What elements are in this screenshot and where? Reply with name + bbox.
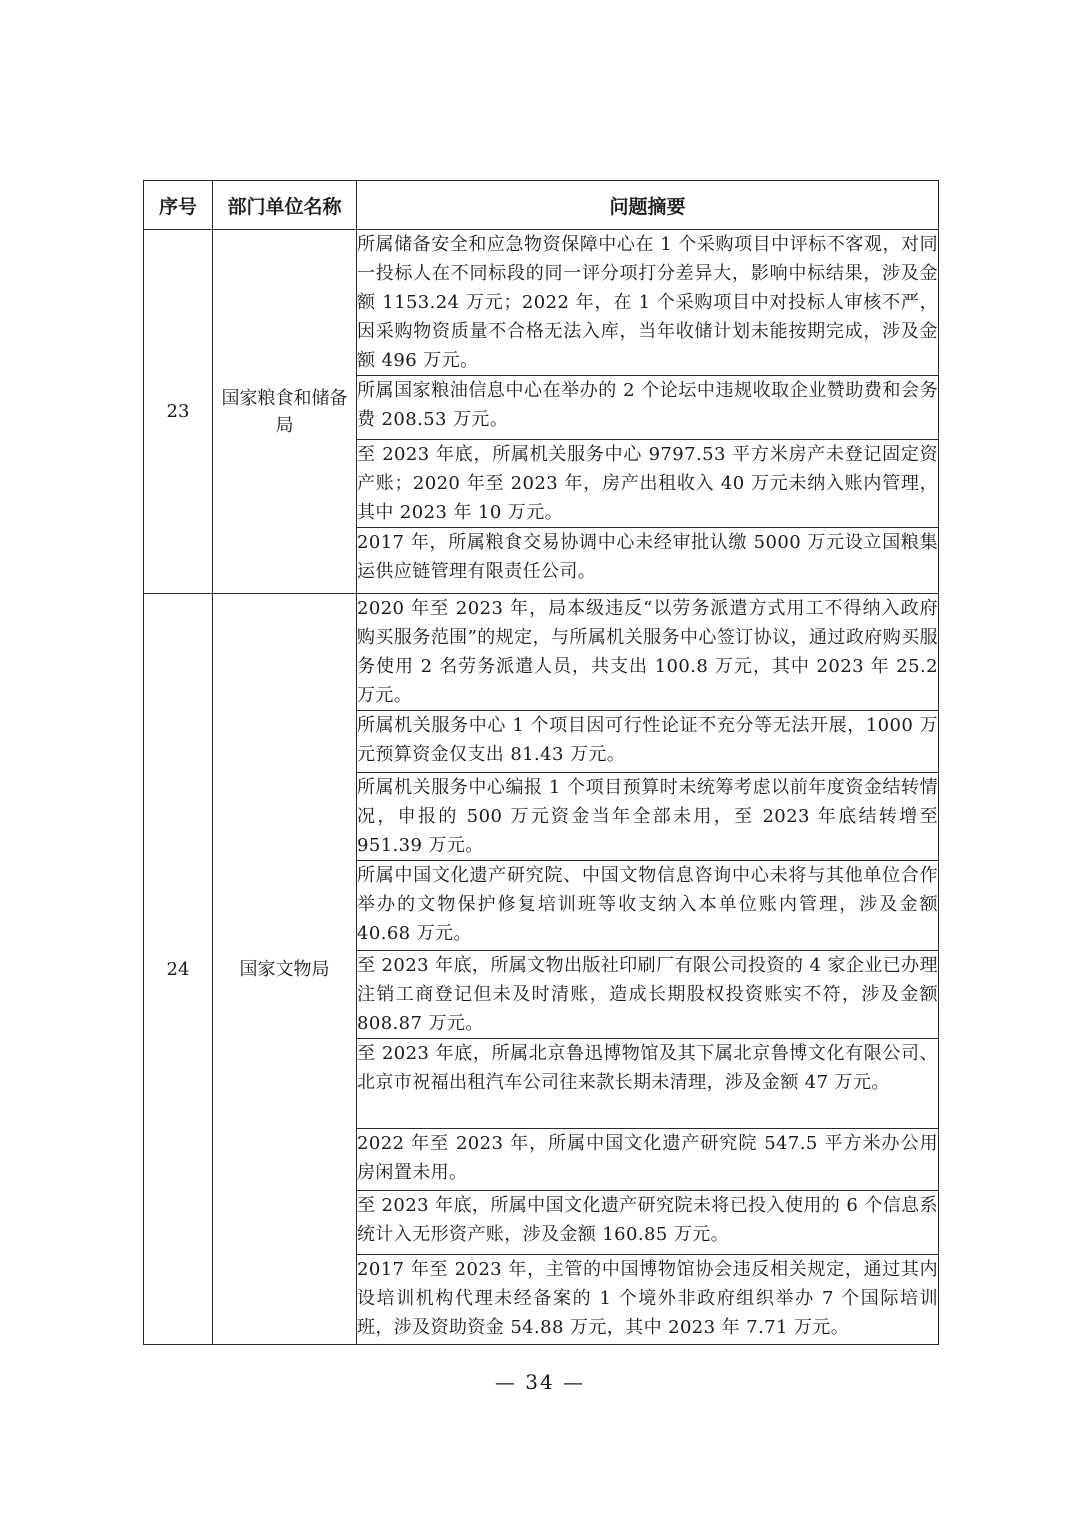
row-dept: 国家粮食和储备局 (213, 230, 357, 594)
issue-cell: 2020 年至 2023 年，局本级违反“以劳务派遣方式用工不得纳入政府购买服务范围”的规定，与所属机关服务中心签订协议，通过政府购买服务使用 2 名劳务派遣人员，共支出 100.8 万元，其中 2023 年 25.2 万元。 (357, 594, 939, 711)
header-issue: 问题摘要 (357, 181, 939, 230)
table-row (144, 594, 939, 711)
issue-cell: 所属储备安全和应急物资保障中心在 1 个采购项目中评标不客观，对同一投标人在不同标段的同一评分项打分差异大，影响中标结果，涉及金额 1153.24 万元；2022 年，在 1 个采购项目中对投标人审核不严，因采购物资质量不合格无法入库，当年收储计划未能按期完成，涉及金额 496 万元。 (357, 230, 939, 376)
issue-cell: 2017 年至 2023 年，主管的中国博物馆协会违反相关规定，通过其内设培训机构代理未经备案的 1 个境外非政府组织举办 7 个国际培训班，涉及资助资金 54.88 万元，其中 2023 年 7.71 万元。 (357, 1255, 939, 1345)
row-seq: 23 (144, 230, 213, 594)
issue-cell: 至 2023 年底，所属中国文化遗产研究院未将已投入使用的 6 个信息系统计入无形资产账，涉及金额 160.85 万元。 (357, 1191, 939, 1255)
issue-cell: 2017 年，所属粮食交易协调中心未经审批认缴 5000 万元设立国粮集运供应链管理有限责任公司。 (357, 528, 939, 594)
page-number: — 34 — (494, 1370, 586, 1394)
issue-cell: 至 2023 年底，所属北京鲁迅博物馆及其下属北京鲁博文化有限公司、北京市祝福出租汽车公司往来款长期未清理，涉及金额 47 万元。 (357, 1039, 939, 1129)
header-dept: 部门单位名称 (213, 181, 357, 230)
table-header-row (144, 181, 939, 230)
header-seq: 序号 (144, 181, 213, 230)
issue-cell: 所属机关服务中心编报 1 个项目预算时未统筹考虑以前年度资金结转情况，申报的 500 万元资金当年全部未用，至 2023 年底结转增至 951.39 万元。 (357, 773, 939, 861)
row-dept: 国家文物局 (213, 594, 357, 1345)
audit-issues-table (143, 180, 939, 1345)
issue-cell: 所属中国文化遗产研究院、中国文物信息咨询中心未将与其他单位合作举办的文物保护修复培训班等收支纳入本单位账内管理，涉及金额 40.68 万元。 (357, 861, 939, 951)
issue-cell: 至 2023 年底，所属机关服务中心 9797.53 平方米房产未登记固定资产账；2020 年至 2023 年，房产出租收入 40 万元未纳入账内管理，其中 2023 年 10 万元。 (357, 440, 939, 528)
issue-cell: 至 2023 年底，所属文物出版社印刷厂有限公司投资的 4 家企业已办理注销工商登记但未及时清账，造成长期股权投资账实不符，涉及金额 808.87 万元。 (357, 951, 939, 1039)
table-row (144, 230, 939, 376)
issue-cell: 所属国家粮油信息中心在举办的 2 个论坛中违规收取企业赞助费和会务费 208.53 万元。 (357, 376, 939, 440)
issue-cell: 2022 年至 2023 年，所属中国文化遗产研究院 547.5 平方米办公用房闲置未用。 (357, 1129, 939, 1191)
issue-cell: 所属机关服务中心 1 个项目因可行性论证不充分等无法开展，1000 万元预算资金仅支出 81.43 万元。 (357, 711, 939, 773)
row-seq: 24 (144, 594, 213, 1345)
